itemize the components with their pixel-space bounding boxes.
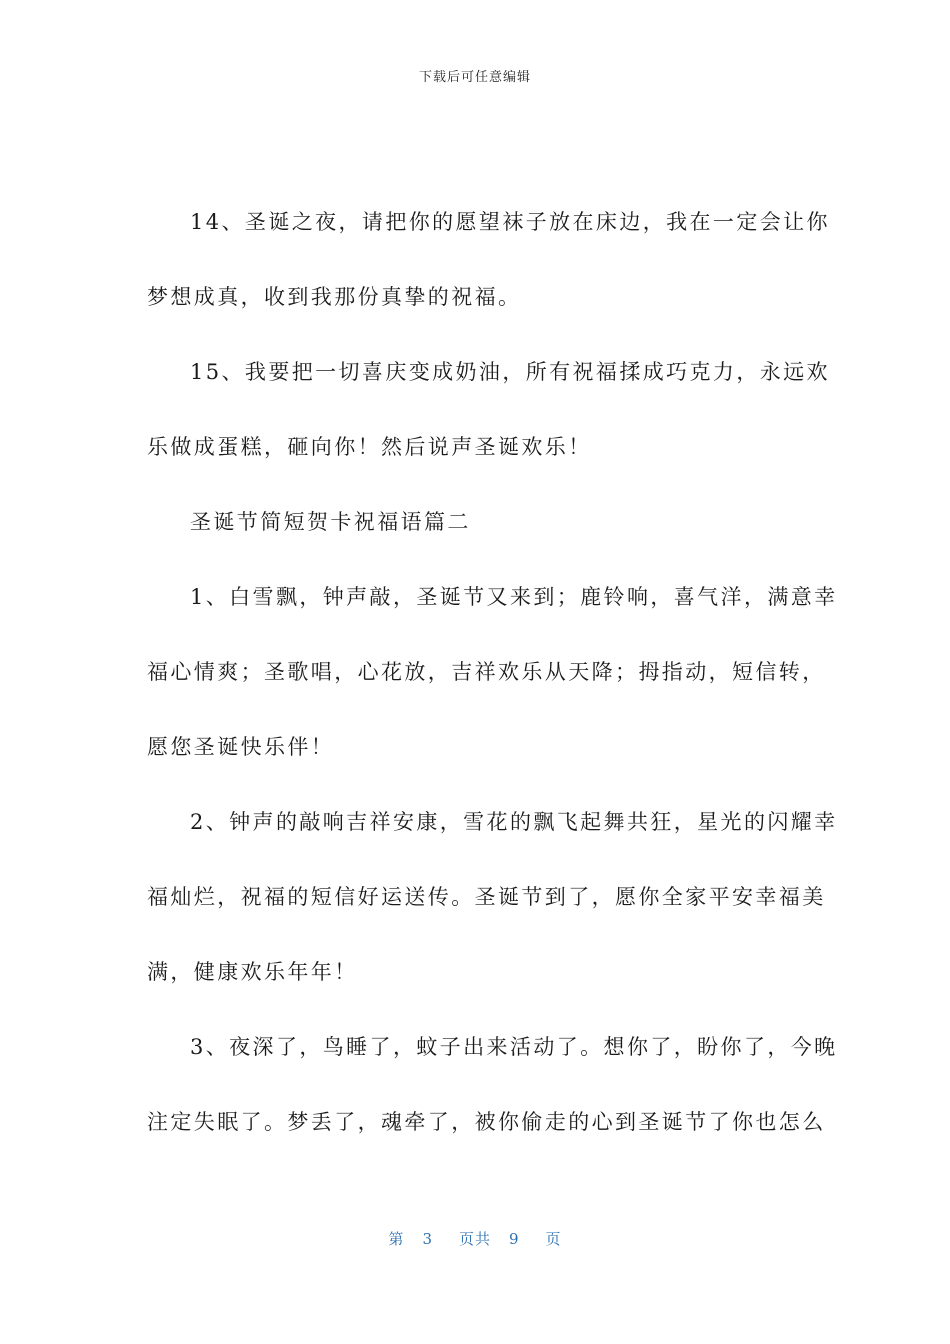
paragraph-line: 14、圣诞之夜，请把你的愿望袜子放在床边，我在一定会让你 [190, 210, 830, 234]
page-footer [0, 1228, 950, 1249]
page-label-prefix: 第 [388, 1230, 405, 1248]
total-pages-number: 9 [509, 1230, 520, 1248]
paragraph-line: 福心情爽；圣歌唱，心花放，吉祥欢乐从天降；拇指动，短信转， [147, 660, 826, 684]
current-page-number: 3 [422, 1230, 433, 1248]
page-header: 下载后可任意编辑 [418, 70, 531, 85]
document-body [147, 197, 838, 1172]
section-heading: 圣诞节简短贺卡祝福语篇二 [190, 510, 471, 534]
paragraph-line: 满，健康欢乐年年！ [147, 960, 358, 984]
paragraph-line: 15、我要把一切喜庆变成奶油，所有祝福揉成巧克力，永远欢 [190, 360, 830, 384]
paragraph-line: 注定失眠了。梦丢了，魂牵了，被你偷走的心到圣诞节了你也怎么 [147, 1110, 826, 1134]
paragraph-line: 2、钟声的敲响吉祥安康，雪花的飘飞起舞共狂，星光的闪耀幸 [190, 810, 838, 834]
paragraph-line: 福灿烂，祝福的短信好运送传。圣诞节到了，愿你全家平安幸福美 [147, 885, 826, 909]
paragraph-line: 3、夜深了，鸟睡了，蚊子出来活动了。想你了，盼你了，今晚 [190, 1035, 838, 1059]
paragraph-line: 梦想成真，收到我那份真挚的祝福。 [147, 285, 522, 309]
paragraph-line: 1、白雪飘，钟声敲，圣诞节又来到；鹿铃响，喜气洋，满意幸 [190, 585, 838, 609]
page-label-mid: 页共 [458, 1230, 491, 1248]
paragraph-line: 乐做成蛋糕，砸向你！然后说声圣诞欢乐！ [147, 435, 592, 459]
page-label-suffix: 页 [545, 1230, 562, 1248]
paragraph-line: 愿您圣诞快乐伴！ [147, 735, 335, 759]
